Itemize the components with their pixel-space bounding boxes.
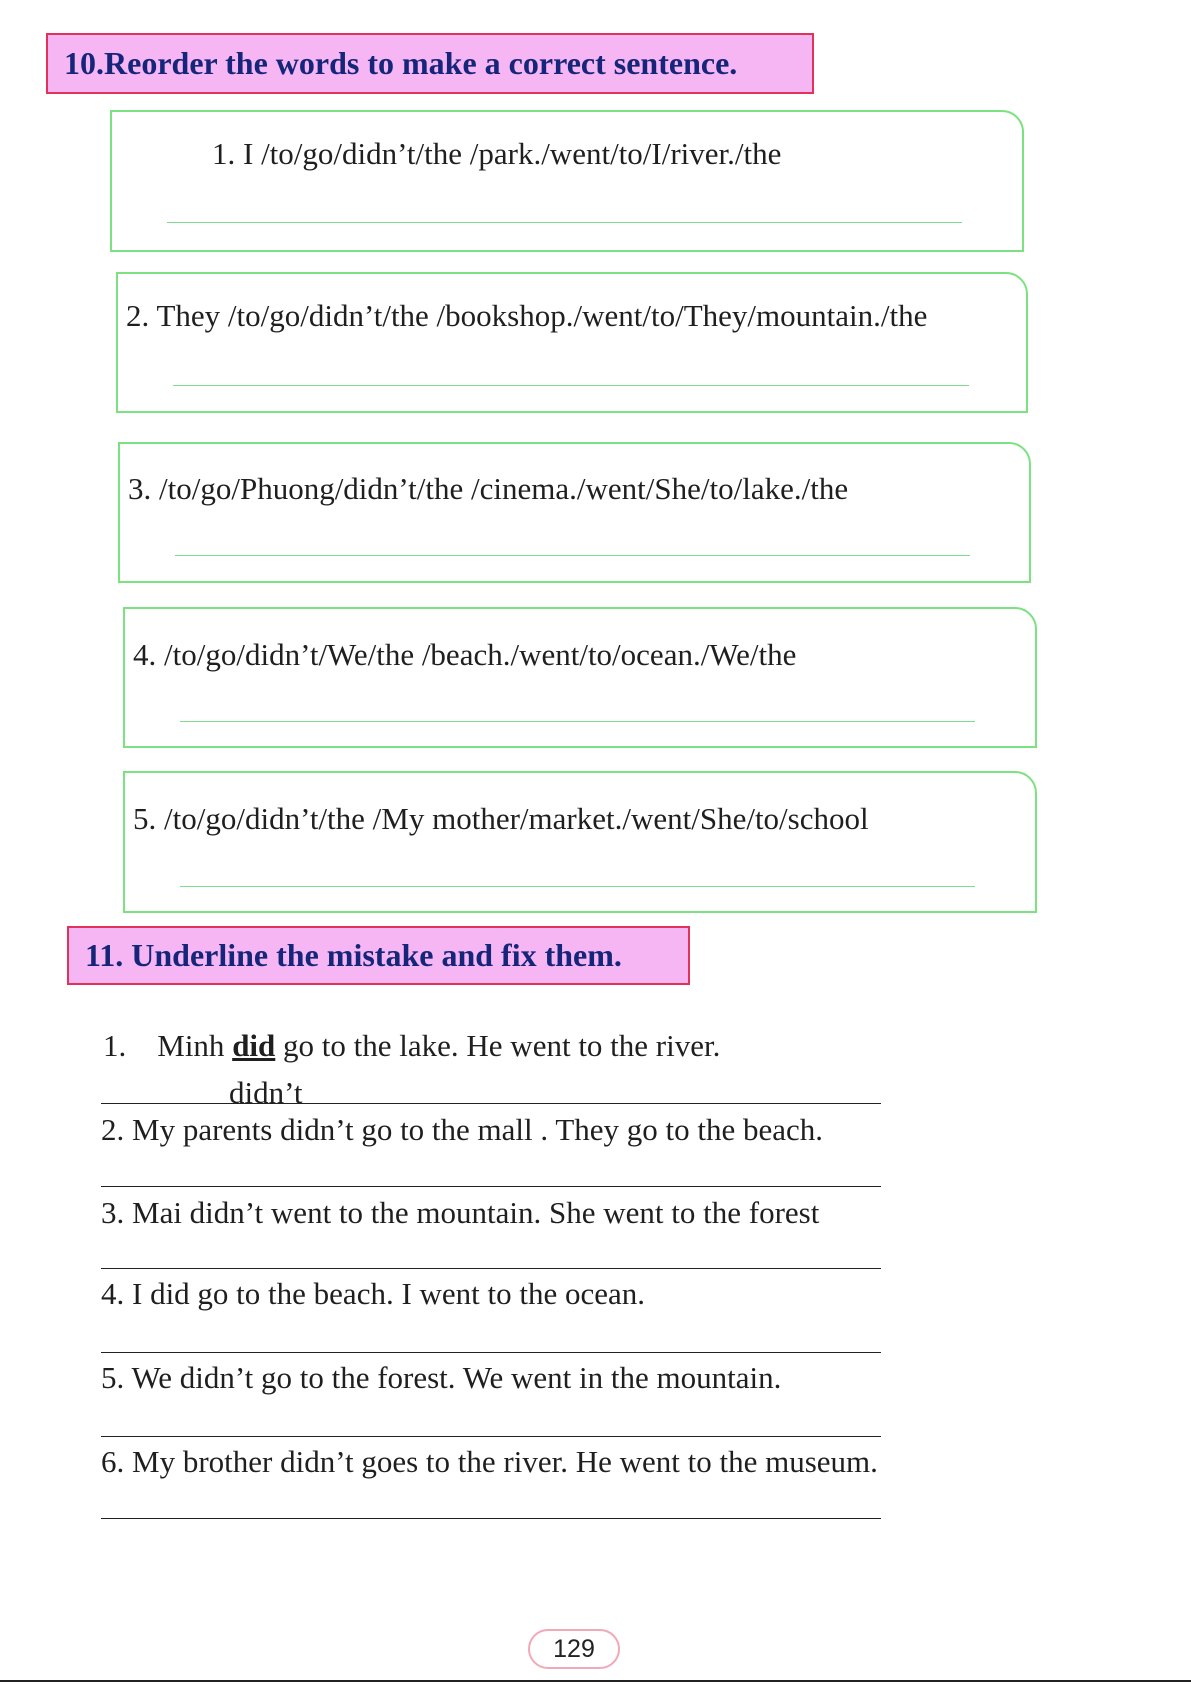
page-number [528, 1629, 620, 1669]
reorder-question-box-1 [110, 110, 1024, 252]
section-11-title [67, 926, 690, 985]
reorder-question-box-2 [116, 272, 1028, 413]
answer-line[interactable] [167, 222, 962, 223]
answer-line[interactable] [101, 1268, 881, 1269]
example-after: go to the lake. He went to the river. [283, 1028, 721, 1063]
answer-line[interactable] [173, 385, 969, 386]
page-number-text: 129 [553, 1634, 595, 1663]
reorder-question-text: 2. They /to/go/didn’t/the /bookshop./went/to/They/mountain./the [126, 298, 928, 333]
section-10-title-text: 10.Reorder the words to make a correct sentence. [64, 45, 738, 81]
answer-line[interactable] [175, 555, 970, 556]
page-bottom-rule [0, 1680, 1191, 1682]
answer-line[interactable] [101, 1103, 881, 1104]
section-10-title [46, 33, 814, 94]
answer-line[interactable] [180, 886, 975, 887]
answer-line[interactable] [101, 1186, 881, 1187]
reorder-question-box-5 [123, 771, 1037, 913]
answer-line[interactable] [180, 721, 975, 722]
mistake-sentence: 6. My brother didn’t goes to the river. He went to the museum. [101, 1444, 878, 1479]
example-sentence [103, 1028, 720, 1064]
answer-line[interactable] [101, 1518, 881, 1519]
mistake-sentence: 4. I did go to the beach. I went to the ocean. [101, 1276, 646, 1311]
reorder-question-text: 3. /to/go/Phuong/didn’t/the /cinema./went/She/to/lake./the [128, 471, 849, 506]
reorder-question-text: 1. I /to/go/didn’t/the /park./went/to/I/river./the [212, 136, 782, 171]
section-11-title-text: 11. Underline the mistake and fix them. [85, 937, 622, 973]
reorder-question-box-3 [118, 442, 1031, 583]
underlined-mistake: did [232, 1028, 276, 1063]
mistake-sentence: 3. Mai didn’t went to the mountain. She went to the forest [101, 1195, 820, 1230]
reorder-question-text: 5. /to/go/didn’t/the /My mother/market./went/She/to/school [133, 801, 869, 836]
answer-line[interactable] [101, 1352, 881, 1353]
answer-line[interactable] [101, 1436, 881, 1437]
mistake-sentence: 2. My parents didn’t go to the mall . They go to the beach. [101, 1112, 824, 1147]
example-before: Minh [157, 1028, 225, 1063]
mistake-sentence: 5. We didn’t go to the forest. We went in the mountain. [101, 1360, 782, 1395]
example-number: 1. [103, 1028, 127, 1063]
reorder-question-text: 4. /to/go/didn’t/We/the /beach./went/to/ocean./We/the [133, 637, 797, 672]
reorder-question-box-4 [123, 607, 1037, 748]
example-answer: didn’t [229, 1075, 303, 1110]
